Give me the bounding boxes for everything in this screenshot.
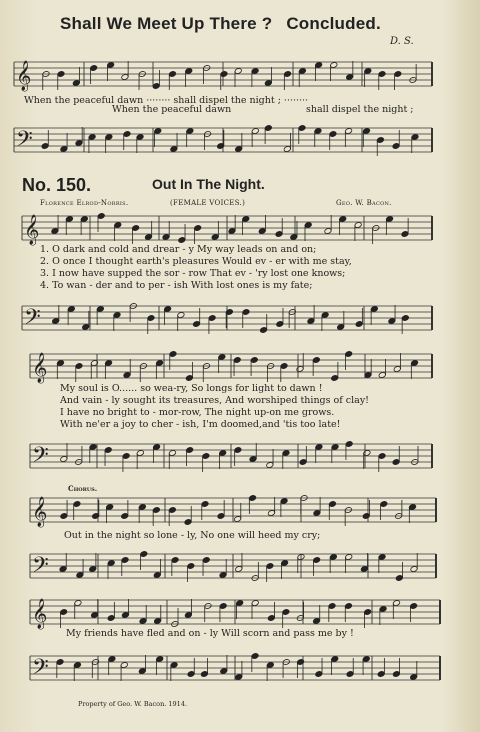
svg-text:𝄢: 𝄢 [32, 553, 49, 583]
chorus2-treble-staff [30, 596, 440, 628]
voices-note: (FEMALE VOICES.) [170, 199, 246, 207]
system2-bass-staff [30, 440, 432, 472]
svg-text:𝄞: 𝄞 [16, 61, 32, 91]
author-credit: Florence Elrod-Norris. [40, 199, 129, 207]
ds-mark: D. S. [390, 36, 414, 47]
system1-treble-staff [22, 212, 432, 244]
page-title: Shall We Meet Up There ? Concluded. [60, 14, 381, 33]
chorus1-treble-staff [30, 494, 436, 526]
hymn-title: Out In The Night. [152, 176, 265, 192]
chorus1-bass-staff [30, 550, 436, 582]
svg-text:𝄞: 𝄞 [32, 599, 48, 629]
svg-text:𝄞: 𝄞 [32, 497, 48, 527]
top-treble-staff [14, 58, 432, 91]
svg-text:𝄢: 𝄢 [16, 127, 33, 157]
chorus-lyric-line-1: Out in the night so lone - ly, No one will heed my cry; [64, 530, 321, 541]
system2-treble-staff [30, 350, 432, 382]
verse4-line-b: With ne'er a joy to cher - ish, I'm doomed,and 'tis too late! [60, 419, 341, 430]
top-bass-staff [14, 124, 432, 157]
hymn-number: No. 150. [22, 175, 92, 195]
svg-text:𝄢: 𝄢 [32, 443, 49, 473]
verse4-line-a: 4. To wan - der and to per - ish With lost ones is my fate; [40, 280, 313, 291]
top-lyric-line-2b: shall dispel the night ; [306, 104, 414, 115]
verse1-line-b: My soul is O...... so wea-ry, So longs for light to dawn ! [60, 383, 323, 394]
composer-credit: Geo. W. Bacon. [336, 199, 392, 207]
svg-text:𝄢: 𝄢 [24, 305, 41, 335]
chorus-label: Chorus. [68, 484, 98, 493]
verse2-line-b: And vain - ly sought its treasures, And worshiped things of clay! [60, 395, 370, 406]
copyright-footer: Property of Geo. W. Bacon. 1914. [78, 700, 188, 708]
svg-text:𝄞: 𝄞 [24, 215, 40, 245]
chorus2-bass-staff [30, 652, 440, 684]
chorus-lyric-line-2: My friends have fled and on - ly Will scorn and pass me by ! [66, 628, 354, 639]
svg-text:𝄢: 𝄢 [32, 655, 49, 685]
verse1-line-a: 1. O dark and cold and drear - y My way leads on and on; [40, 244, 317, 255]
top-lyric-line-2: When the peaceful dawn [112, 104, 232, 115]
verse3-line-a: 3. I now have supped the sor - row That ev - 'ry lost one knows; [40, 268, 346, 279]
top-lyric-line-1: When the peaceful dawn ········ shall dispel the night ; ········ [24, 95, 309, 106]
svg-text:𝄞: 𝄞 [32, 353, 48, 383]
verse3-line-b: I have no bright to - mor-row, The night up-on me grows. [60, 407, 335, 418]
verse2-line-a: 2. O once I thought earth's pleasures Would ev - er with me stay, [40, 256, 352, 267]
system1-bass-staff [22, 302, 432, 334]
